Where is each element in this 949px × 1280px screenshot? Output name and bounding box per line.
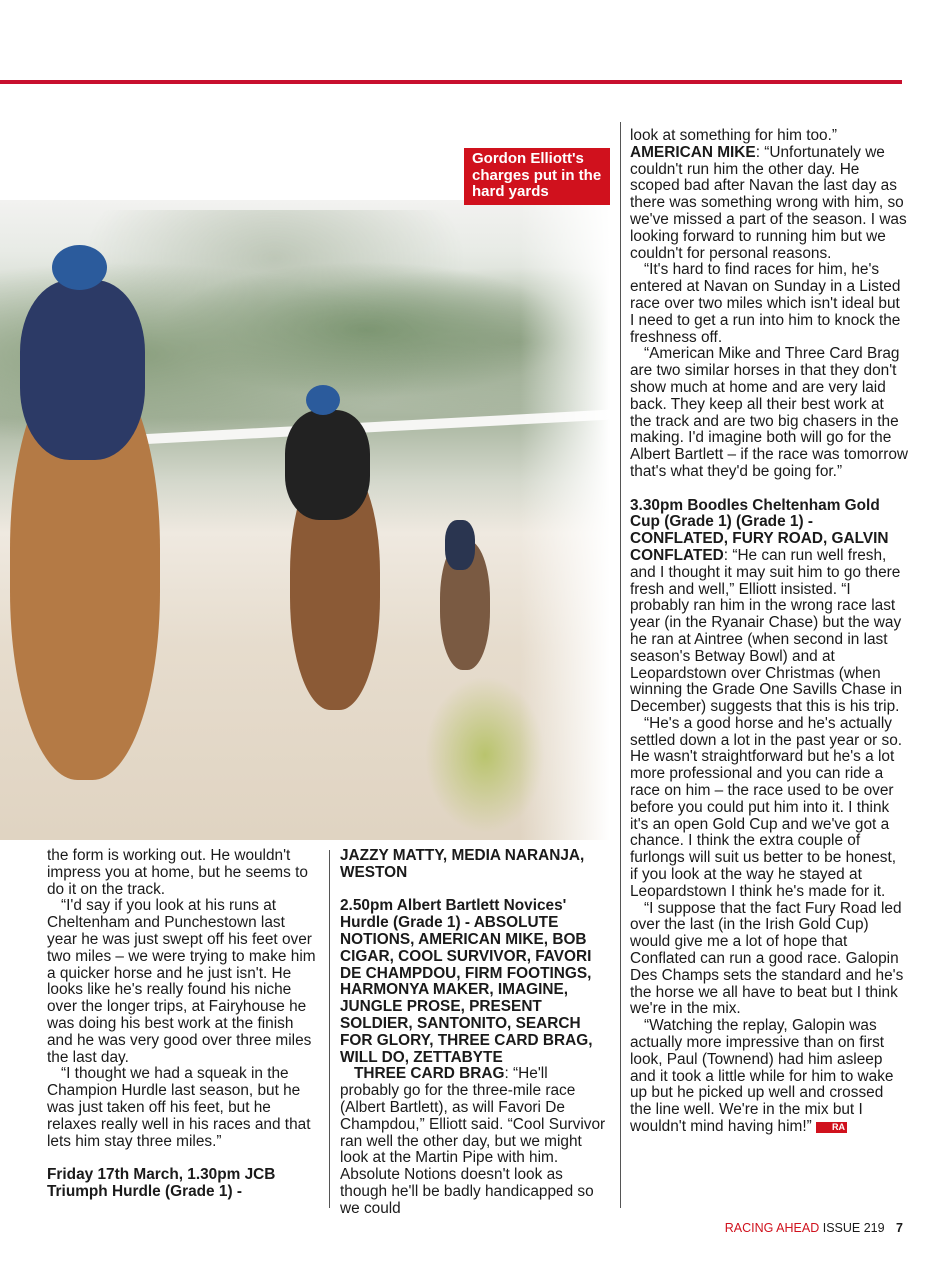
page-footer xyxy=(725,1221,903,1235)
paragraph: “He's a good horse and he's actually settled down a lot in the past year or so. He wasn't straightforward but he's a lot more professional and you can ride a race on him – the race used to be over before you could put him into it. I think it's an open Gold Cup and we've got a chance. I think the extra couple of furlongs will suit us better to be honest, if you look at the way he stayed at Leopardstown I think he's made for it. xyxy=(630,714,903,900)
article-column-3 xyxy=(630,128,908,1136)
header-rule xyxy=(0,80,902,84)
horse-name: THREE CARD BRAG xyxy=(354,1065,505,1083)
paragraph: “It's hard to find races for him, he's entered at Navan on Sunday in a Listed race over two miles which isn't ideal but I need to get a run into him to knock the freshness off. xyxy=(630,261,901,346)
end-mark-icon: RA xyxy=(816,1122,847,1133)
paragraph: look at something for him too.” xyxy=(630,127,838,144)
helmet-front xyxy=(52,245,107,290)
horse-name: CONFLATED xyxy=(630,546,724,564)
column-divider xyxy=(620,122,621,1208)
article-column-2 xyxy=(340,848,608,1218)
paragraph: “I suppose that the fact Fury Road led over the last (in the Irish Gold Cup) would give me a lot of hope that Conflated can run a good race. Galopin Des Champs sets the standard and he's the horse we all have to beat but I think we're in the mix. xyxy=(630,899,904,1018)
race-runners: JAZZY MATTY, MEDIA NARANJA, WESTON xyxy=(340,847,585,881)
article-column-1 xyxy=(47,848,319,1201)
paragraph: “I'd say if you look at his runs at Cheltenham and Punchestown last year he was just swept off his feet over two miles – we were trying to make him a quicker horse and he just isn't. He looks like he's really found his niche over the longer trips, at Fairyhouse he was doing his best work at the finish and he was very good over three miles the last day. xyxy=(47,897,316,1066)
article-photo xyxy=(0,200,610,840)
photo-caption: Gordon Elliott's charges put in the hard yards xyxy=(464,148,610,205)
race-heading: 3.30pm Boodles Cheltenham Gold Cup (Grade 1) (Grade 1) - CONFLATED, FURY ROAD, GALVIN xyxy=(630,496,889,548)
paragraph: “American Mike and Three Card Brag are two similar horses in that they don't show much at home and are very laid back. They keep all their best work at the track and are two big chasers in the making. I'd imagine both will go for the Albert Bartlett – if the race was tomorrow that's what they'd be going for.” xyxy=(630,345,908,480)
horse-name: AMERICAN MIKE xyxy=(630,143,756,161)
paragraph: : “He can run well fresh, and I thought it may suit him to go there fresh and well,” Elliott insisted. “I probably ran him in the wrong race last year (in the Ryanair Chase) but the way he ran at Aintree (when second in last season's Betway Bowl) and at Leopardstown over Christmas (when winning the Grade One Savills Chase in December) suggests that this is his trip. xyxy=(630,546,903,716)
page-number: 7 xyxy=(896,1221,903,1235)
column-divider xyxy=(329,850,330,1208)
publication-name: RACING AHEAD xyxy=(724,1221,820,1235)
race-heading: Friday 17th March, 1.30pm JCB Triumph Hurdle (Grade 1) - xyxy=(47,1166,276,1200)
paragraph: “Watching the replay, Galopin was actually more impressive than on first look, Paul (Townend) had him asleep and it took a little while for him to wake up but he picked up well and crossed the line well. We're in the mix but I wouldn't mind having him!” xyxy=(630,1017,894,1136)
paragraph: the form is working out. He wouldn't impress you at home, but he seems to do it on the track. xyxy=(47,847,308,898)
helmet-middle xyxy=(306,385,340,415)
paragraph: “I thought we had a squeak in the Champion Hurdle last season, but he was just taken off his feet, but he relaxes really well in his races and that lets him stay three miles.” xyxy=(47,1065,311,1150)
rider-middle xyxy=(285,410,370,520)
paragraph: : “Unfortunately we couldn't run him the other day. He scoped bad after Navan the last day as there was something wrong with him, so we've missed a part of the season. I was looking forward to running him but we couldn't for personal reasons. xyxy=(630,143,907,262)
rider-front xyxy=(20,280,145,460)
issue-number: ISSUE 219 xyxy=(822,1221,885,1235)
paragraph: : “He'll probably go for the three-mile race (Albert Bartlett), as will Favori De Champdou,” Elliott said. “Cool Survivor ran well the other day, but we might look at the Martin Pipe with him. Absolute Notions doesn't look as though he'll be badly handicapped so we could xyxy=(340,1065,606,1217)
rider-back xyxy=(445,520,475,570)
race-heading: 2.50pm Albert Bartlett Novices' Hurdle (Grade 1) - ABSOLUTE NOTIONS, AMERICAN MIKE, BOB CIGAR, COOL SURVIVOR, FAVORI DE CHAMPDOU, FIRM FOOTINGS, HARMONYA MAKER, IMAGINE, JUNGLE PROSE, PRESENT SOLDIER, SANTONITO, SEARCH FOR GLORY, THREE CARD BRAG, WILL DO, ZETTABYTE xyxy=(340,897,593,1066)
photo-fade xyxy=(520,200,610,840)
